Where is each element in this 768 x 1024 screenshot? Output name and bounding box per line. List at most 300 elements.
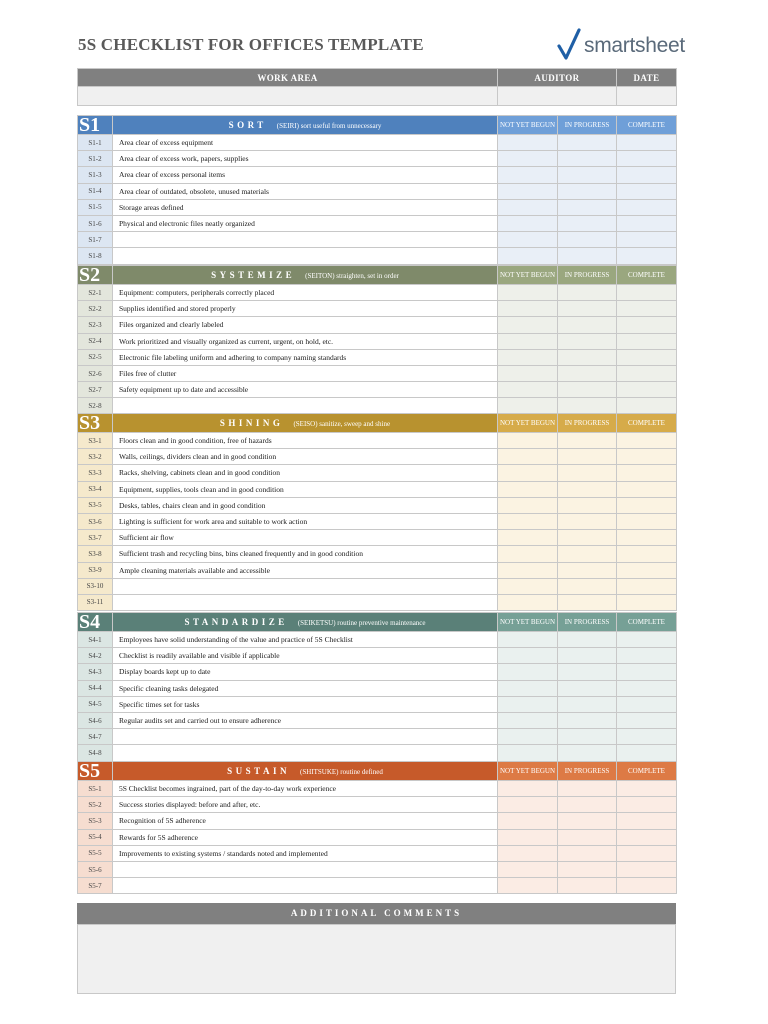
status-complete-cell[interactable] xyxy=(617,465,677,481)
checklist-row xyxy=(78,398,677,414)
item-code: S3-4 xyxy=(78,481,113,497)
item-text xyxy=(113,878,498,894)
item-text: Sufficient air flow xyxy=(113,530,498,546)
status-not-yet-cell[interactable] xyxy=(498,232,558,248)
checklist-row xyxy=(78,349,677,365)
section-title xyxy=(113,414,498,433)
section-number: S4 xyxy=(78,613,113,632)
status-not-yet-cell[interactable] xyxy=(498,349,558,365)
status-in-progress-cell[interactable] xyxy=(558,878,617,894)
status-not-yet-cell[interactable] xyxy=(498,433,558,449)
item-text: Equipment, supplies, tools clean and in good condition xyxy=(113,481,498,497)
item-text xyxy=(113,861,498,877)
checklist-row xyxy=(78,151,677,167)
status-in-progress-cell[interactable] xyxy=(558,301,617,317)
status-complete-cell[interactable] xyxy=(617,285,677,301)
auditor-header: AUDITOR xyxy=(498,69,617,87)
item-code: S3-11 xyxy=(78,594,113,610)
status-not-yet-cell[interactable] xyxy=(498,829,558,845)
section-title xyxy=(113,116,498,135)
item-text: Equipment: computers, peripherals correctly placed xyxy=(113,285,498,301)
status-not-yet-cell[interactable] xyxy=(498,513,558,529)
checklist-row xyxy=(78,745,677,761)
status-in-progress-cell[interactable] xyxy=(558,712,617,728)
checklist-row xyxy=(78,183,677,199)
status-complete-cell[interactable] xyxy=(617,433,677,449)
item-code: S4-6 xyxy=(78,712,113,728)
section-title-text: SORT xyxy=(228,120,267,130)
item-text: Ample cleaning materials available and accessible xyxy=(113,562,498,578)
status-in-progress-cell[interactable] xyxy=(558,530,617,546)
item-text: 5S Checklist becomes ingrained, part of the day-to-day work experience xyxy=(113,781,498,797)
status-complete-cell[interactable] xyxy=(617,248,677,264)
status-not-yet-header: NOT YET BEGUN xyxy=(498,116,558,135)
item-text xyxy=(113,398,498,414)
status-complete-cell[interactable] xyxy=(617,797,677,813)
status-complete-header: COMPLETE xyxy=(617,414,677,433)
item-code: S3-9 xyxy=(78,562,113,578)
header-table xyxy=(77,68,677,106)
checklist-row xyxy=(78,382,677,398)
status-in-progress-cell[interactable] xyxy=(558,465,617,481)
item-text: Files organized and clearly labeled xyxy=(113,317,498,333)
item-code: S2-8 xyxy=(78,398,113,414)
additional-comments xyxy=(77,903,676,994)
item-text: Desks, tables, chairs clean and in good condition xyxy=(113,497,498,513)
section-s2 xyxy=(77,265,676,415)
status-not-yet-cell[interactable] xyxy=(498,712,558,728)
item-text: Regular audits set and carried out to ensure adherence xyxy=(113,712,498,728)
status-not-yet-cell[interactable] xyxy=(498,449,558,465)
checklist-row xyxy=(78,781,677,797)
item-text: Display boards kept up to date xyxy=(113,664,498,680)
item-text: Area clear of excess equipment xyxy=(113,135,498,151)
comments-header: ADDITIONAL COMMENTS xyxy=(77,903,676,924)
checklist-row xyxy=(78,696,677,712)
status-in-progress-header: IN PROGRESS xyxy=(558,762,617,781)
item-code: S2-2 xyxy=(78,301,113,317)
checklist-row xyxy=(78,333,677,349)
logo-text: smartsheet xyxy=(584,34,685,57)
item-text: Walls, ceilings, dividers clean and in good condition xyxy=(113,449,498,465)
status-not-yet-header: NOT YET BEGUN xyxy=(498,414,558,433)
date-header: DATE xyxy=(617,69,677,87)
item-text xyxy=(113,745,498,761)
item-code: S5-1 xyxy=(78,781,113,797)
status-not-yet-cell[interactable] xyxy=(498,333,558,349)
status-in-progress-cell[interactable] xyxy=(558,232,617,248)
checklist-row xyxy=(78,878,677,894)
status-not-yet-cell[interactable] xyxy=(498,167,558,183)
item-text xyxy=(113,729,498,745)
item-code: S2-3 xyxy=(78,317,113,333)
status-not-yet-cell[interactable] xyxy=(498,813,558,829)
section-subtitle: (SEIKETSU) routine preventive maintenance xyxy=(297,619,426,627)
status-not-yet-cell[interactable] xyxy=(498,578,558,594)
status-complete-cell[interactable] xyxy=(617,861,677,877)
status-not-yet-cell[interactable] xyxy=(498,382,558,398)
status-in-progress-cell[interactable] xyxy=(558,151,617,167)
checklist-row xyxy=(78,167,677,183)
status-complete-header: COMPLETE xyxy=(617,266,677,285)
checklist-row xyxy=(78,248,677,264)
item-code: S1-5 xyxy=(78,199,113,215)
status-not-yet-cell[interactable] xyxy=(498,797,558,813)
checklist-row xyxy=(78,433,677,449)
status-in-progress-cell[interactable] xyxy=(558,797,617,813)
checklist-row xyxy=(78,578,677,594)
status-in-progress-cell[interactable] xyxy=(558,135,617,151)
checklist-row xyxy=(78,530,677,546)
auditor-field[interactable] xyxy=(498,87,617,106)
status-in-progress-header: IN PROGRESS xyxy=(558,414,617,433)
status-in-progress-cell[interactable] xyxy=(558,546,617,562)
status-complete-header: COMPLETE xyxy=(617,116,677,135)
status-in-progress-cell[interactable] xyxy=(558,813,617,829)
status-complete-cell[interactable] xyxy=(617,382,677,398)
status-in-progress-cell[interactable] xyxy=(558,845,617,861)
status-complete-cell[interactable] xyxy=(617,829,677,845)
item-code: S1-6 xyxy=(78,215,113,231)
section-title xyxy=(113,266,498,285)
item-code: S4-2 xyxy=(78,648,113,664)
status-not-yet-cell[interactable] xyxy=(498,398,558,414)
item-text: Area clear of excess personal items xyxy=(113,167,498,183)
status-not-yet-cell[interactable] xyxy=(498,594,558,610)
status-not-yet-cell[interactable] xyxy=(498,845,558,861)
item-text xyxy=(113,248,498,264)
item-text: Racks, shelving, cabinets clean and in good condition xyxy=(113,465,498,481)
checklist-row xyxy=(78,481,677,497)
status-complete-cell[interactable] xyxy=(617,664,677,680)
status-complete-cell[interactable] xyxy=(617,745,677,761)
section-title xyxy=(113,613,498,632)
status-not-yet-cell[interactable] xyxy=(498,878,558,894)
status-not-yet-cell[interactable] xyxy=(498,199,558,215)
status-not-yet-cell[interactable] xyxy=(498,481,558,497)
status-complete-cell[interactable] xyxy=(617,183,677,199)
status-complete-cell[interactable] xyxy=(617,199,677,215)
section-subtitle: (SEISO) sanitize, sweep and shine xyxy=(293,420,391,428)
status-not-yet-cell[interactable] xyxy=(498,562,558,578)
item-code: S5-5 xyxy=(78,845,113,861)
status-in-progress-cell[interactable] xyxy=(558,578,617,594)
status-not-yet-cell[interactable] xyxy=(498,151,558,167)
status-in-progress-cell[interactable] xyxy=(558,349,617,365)
status-complete-cell[interactable] xyxy=(617,696,677,712)
checklist-row xyxy=(78,632,677,648)
checklist-row xyxy=(78,215,677,231)
item-code: S4-5 xyxy=(78,696,113,712)
status-in-progress-cell[interactable] xyxy=(558,632,617,648)
status-complete-cell[interactable] xyxy=(617,729,677,745)
section-s4 xyxy=(77,612,676,762)
status-in-progress-cell[interactable] xyxy=(558,680,617,696)
status-not-yet-cell[interactable] xyxy=(498,497,558,513)
checklist-row xyxy=(78,664,677,680)
status-not-yet-cell[interactable] xyxy=(498,285,558,301)
status-not-yet-cell[interactable] xyxy=(498,729,558,745)
item-text: Area clear of outdated, obsolete, unused materials xyxy=(113,183,498,199)
item-text xyxy=(113,232,498,248)
item-text: Safety equipment up to date and accessible xyxy=(113,382,498,398)
status-complete-cell[interactable] xyxy=(617,365,677,381)
status-in-progress-cell[interactable] xyxy=(558,513,617,529)
status-in-progress-cell[interactable] xyxy=(558,481,617,497)
item-code: S1-3 xyxy=(78,167,113,183)
status-complete-cell[interactable] xyxy=(617,546,677,562)
checklist-row xyxy=(78,594,677,610)
status-complete-cell[interactable] xyxy=(617,481,677,497)
section-number: S3 xyxy=(78,414,113,433)
item-text: Lighting is sufficient for work area and suitable to work action xyxy=(113,513,498,529)
item-code: S3-1 xyxy=(78,433,113,449)
item-text: Specific times set for tasks xyxy=(113,696,498,712)
item-text: Improvements to existing systems / standards noted and implemented xyxy=(113,845,498,861)
status-in-progress-cell[interactable] xyxy=(558,696,617,712)
status-not-yet-cell[interactable] xyxy=(498,301,558,317)
item-code: S5-7 xyxy=(78,878,113,894)
item-code: S3-6 xyxy=(78,513,113,529)
section-s1 xyxy=(77,115,676,265)
item-code: S3-7 xyxy=(78,530,113,546)
item-code: S3-3 xyxy=(78,465,113,481)
item-text: Electronic file labeling uniform and adhering to company naming standards xyxy=(113,349,498,365)
status-not-yet-cell[interactable] xyxy=(498,183,558,199)
status-in-progress-cell[interactable] xyxy=(558,594,617,610)
checklist-row xyxy=(78,829,677,845)
status-in-progress-cell[interactable] xyxy=(558,248,617,264)
status-not-yet-cell[interactable] xyxy=(498,696,558,712)
item-code: S2-4 xyxy=(78,333,113,349)
status-not-yet-cell[interactable] xyxy=(498,546,558,562)
checklist-row xyxy=(78,135,677,151)
checklist-row xyxy=(78,813,677,829)
section-title-text: SHINING xyxy=(219,418,284,428)
status-complete-cell[interactable] xyxy=(617,135,677,151)
checklist-row xyxy=(78,562,677,578)
section-title xyxy=(113,762,498,781)
checklist-row xyxy=(78,680,677,696)
status-in-progress-cell[interactable] xyxy=(558,365,617,381)
status-complete-cell[interactable] xyxy=(617,513,677,529)
section-number: S2 xyxy=(78,266,113,285)
status-complete-cell[interactable] xyxy=(617,680,677,696)
checklist-row xyxy=(78,365,677,381)
status-complete-cell[interactable] xyxy=(617,317,677,333)
date-field[interactable] xyxy=(617,87,677,106)
work-area-header: WORK AREA xyxy=(78,69,498,87)
checklist-row xyxy=(78,648,677,664)
status-complete-header: COMPLETE xyxy=(617,613,677,632)
status-not-yet-cell[interactable] xyxy=(498,530,558,546)
item-text: Rewards for 5S adherence xyxy=(113,829,498,845)
section-title-text: SUSTAIN xyxy=(227,766,291,776)
item-text xyxy=(113,594,498,610)
status-not-yet-cell[interactable] xyxy=(498,664,558,680)
checklist-row xyxy=(78,845,677,861)
status-in-progress-header: IN PROGRESS xyxy=(558,116,617,135)
status-in-progress-header: IN PROGRESS xyxy=(558,613,617,632)
checklist-row xyxy=(78,232,677,248)
item-text: Floors clean and in good condition, free of hazards xyxy=(113,433,498,449)
status-in-progress-header: IN PROGRESS xyxy=(558,266,617,285)
status-not-yet-header: NOT YET BEGUN xyxy=(498,266,558,285)
item-code: S2-1 xyxy=(78,285,113,301)
item-code: S5-6 xyxy=(78,861,113,877)
status-in-progress-cell[interactable] xyxy=(558,382,617,398)
status-in-progress-cell[interactable] xyxy=(558,333,617,349)
item-text: Physical and electronic files neatly organized xyxy=(113,215,498,231)
status-in-progress-cell[interactable] xyxy=(558,449,617,465)
status-not-yet-cell[interactable] xyxy=(498,648,558,664)
status-not-yet-cell[interactable] xyxy=(498,135,558,151)
checklist-row xyxy=(78,513,677,529)
status-complete-cell[interactable] xyxy=(617,449,677,465)
item-code: S4-8 xyxy=(78,745,113,761)
checklist-row xyxy=(78,285,677,301)
status-complete-cell[interactable] xyxy=(617,594,677,610)
checklist-row xyxy=(78,546,677,562)
status-complete-cell[interactable] xyxy=(617,151,677,167)
checklist-row xyxy=(78,199,677,215)
item-code: S3-10 xyxy=(78,578,113,594)
status-not-yet-cell[interactable] xyxy=(498,781,558,797)
item-text: Area clear of excess work, papers, supplies xyxy=(113,151,498,167)
status-complete-cell[interactable] xyxy=(617,497,677,513)
item-text: Files free of clutter xyxy=(113,365,498,381)
item-text xyxy=(113,578,498,594)
status-in-progress-cell[interactable] xyxy=(558,829,617,845)
item-code: S2-7 xyxy=(78,382,113,398)
item-text: Supplies identified and stored properly xyxy=(113,301,498,317)
item-code: S3-5 xyxy=(78,497,113,513)
status-not-yet-cell[interactable] xyxy=(498,248,558,264)
item-code: S3-8 xyxy=(78,546,113,562)
status-complete-cell[interactable] xyxy=(617,632,677,648)
status-in-progress-cell[interactable] xyxy=(558,433,617,449)
section-number: S5 xyxy=(78,762,113,781)
status-in-progress-cell[interactable] xyxy=(558,664,617,680)
status-complete-cell[interactable] xyxy=(617,648,677,664)
status-complete-cell[interactable] xyxy=(617,398,677,414)
item-code: S1-1 xyxy=(78,135,113,151)
status-complete-cell[interactable] xyxy=(617,781,677,797)
item-code: S5-3 xyxy=(78,813,113,829)
item-code: S4-4 xyxy=(78,680,113,696)
status-in-progress-cell[interactable] xyxy=(558,562,617,578)
item-code: S1-4 xyxy=(78,183,113,199)
checkmark-logo-icon xyxy=(556,28,582,64)
section-s5 xyxy=(77,761,676,894)
checklist-row xyxy=(78,797,677,813)
item-text: Storage areas defined xyxy=(113,199,498,215)
section-title-text: SYSTEMIZE xyxy=(211,270,296,280)
status-not-yet-cell[interactable] xyxy=(498,215,558,231)
item-code: S4-3 xyxy=(78,664,113,680)
item-code: S1-7 xyxy=(78,232,113,248)
item-text: Checklist is readily available and visible if applicable xyxy=(113,648,498,664)
status-in-progress-cell[interactable] xyxy=(558,861,617,877)
checklist-row xyxy=(78,465,677,481)
status-in-progress-cell[interactable] xyxy=(558,398,617,414)
status-complete-cell[interactable] xyxy=(617,301,677,317)
item-text: Employees have solid understanding of the value and practice of 5S Checklist xyxy=(113,632,498,648)
section-number: S1 xyxy=(78,116,113,135)
status-complete-cell[interactable] xyxy=(617,530,677,546)
smartsheet-logo xyxy=(556,28,685,64)
checklist-row xyxy=(78,497,677,513)
checklist-row xyxy=(78,301,677,317)
status-in-progress-cell[interactable] xyxy=(558,781,617,797)
item-text: Specific cleaning tasks delegated xyxy=(113,680,498,696)
checklist-row xyxy=(78,449,677,465)
checklist-row xyxy=(78,729,677,745)
status-complete-cell[interactable] xyxy=(617,813,677,829)
section-subtitle: (SHITSUKE) routine defined xyxy=(300,768,383,776)
item-text: Sufficient trash and recycling bins, bins cleaned frequently and in good condition xyxy=(113,546,498,562)
comments-field[interactable] xyxy=(77,924,676,994)
item-code: S5-4 xyxy=(78,829,113,845)
status-in-progress-cell[interactable] xyxy=(558,167,617,183)
status-in-progress-cell[interactable] xyxy=(558,199,617,215)
status-not-yet-cell[interactable] xyxy=(498,365,558,381)
status-in-progress-cell[interactable] xyxy=(558,497,617,513)
section-subtitle: (SEITON) straighten, set in order xyxy=(305,272,399,280)
item-code: S4-1 xyxy=(78,632,113,648)
checklist-row xyxy=(78,712,677,728)
status-not-yet-cell[interactable] xyxy=(498,465,558,481)
item-text: Recognition of 5S adherence xyxy=(113,813,498,829)
status-complete-cell[interactable] xyxy=(617,215,677,231)
status-in-progress-cell[interactable] xyxy=(558,729,617,745)
status-not-yet-header: NOT YET BEGUN xyxy=(498,762,558,781)
section-s3 xyxy=(77,413,676,611)
status-in-progress-cell[interactable] xyxy=(558,285,617,301)
status-not-yet-cell[interactable] xyxy=(498,317,558,333)
item-code: S4-7 xyxy=(78,729,113,745)
page-title: 5S CHECKLIST FOR OFFICES TEMPLATE xyxy=(78,35,424,54)
item-code: S1-2 xyxy=(78,151,113,167)
status-in-progress-cell[interactable] xyxy=(558,183,617,199)
status-not-yet-cell[interactable] xyxy=(498,680,558,696)
status-not-yet-cell[interactable] xyxy=(498,745,558,761)
status-complete-cell[interactable] xyxy=(617,562,677,578)
item-code: S1-8 xyxy=(78,248,113,264)
section-title-text: STANDARDIZE xyxy=(184,617,288,627)
status-in-progress-cell[interactable] xyxy=(558,317,617,333)
status-complete-cell[interactable] xyxy=(617,167,677,183)
checklist-row xyxy=(78,317,677,333)
item-code: S2-5 xyxy=(78,349,113,365)
status-complete-cell[interactable] xyxy=(617,578,677,594)
status-complete-cell[interactable] xyxy=(617,845,677,861)
work-area-field[interactable] xyxy=(78,87,498,106)
status-complete-cell[interactable] xyxy=(617,333,677,349)
status-complete-cell[interactable] xyxy=(617,232,677,248)
status-in-progress-cell[interactable] xyxy=(558,215,617,231)
status-not-yet-header: NOT YET BEGUN xyxy=(498,613,558,632)
status-complete-cell[interactable] xyxy=(617,712,677,728)
status-in-progress-cell[interactable] xyxy=(558,648,617,664)
item-text: Work prioritized and visually organized as current, urgent, on hold, etc. xyxy=(113,333,498,349)
status-complete-cell[interactable] xyxy=(617,349,677,365)
status-not-yet-cell[interactable] xyxy=(498,632,558,648)
status-complete-cell[interactable] xyxy=(617,878,677,894)
checklist-row xyxy=(78,861,677,877)
status-in-progress-cell[interactable] xyxy=(558,745,617,761)
status-not-yet-cell[interactable] xyxy=(498,861,558,877)
